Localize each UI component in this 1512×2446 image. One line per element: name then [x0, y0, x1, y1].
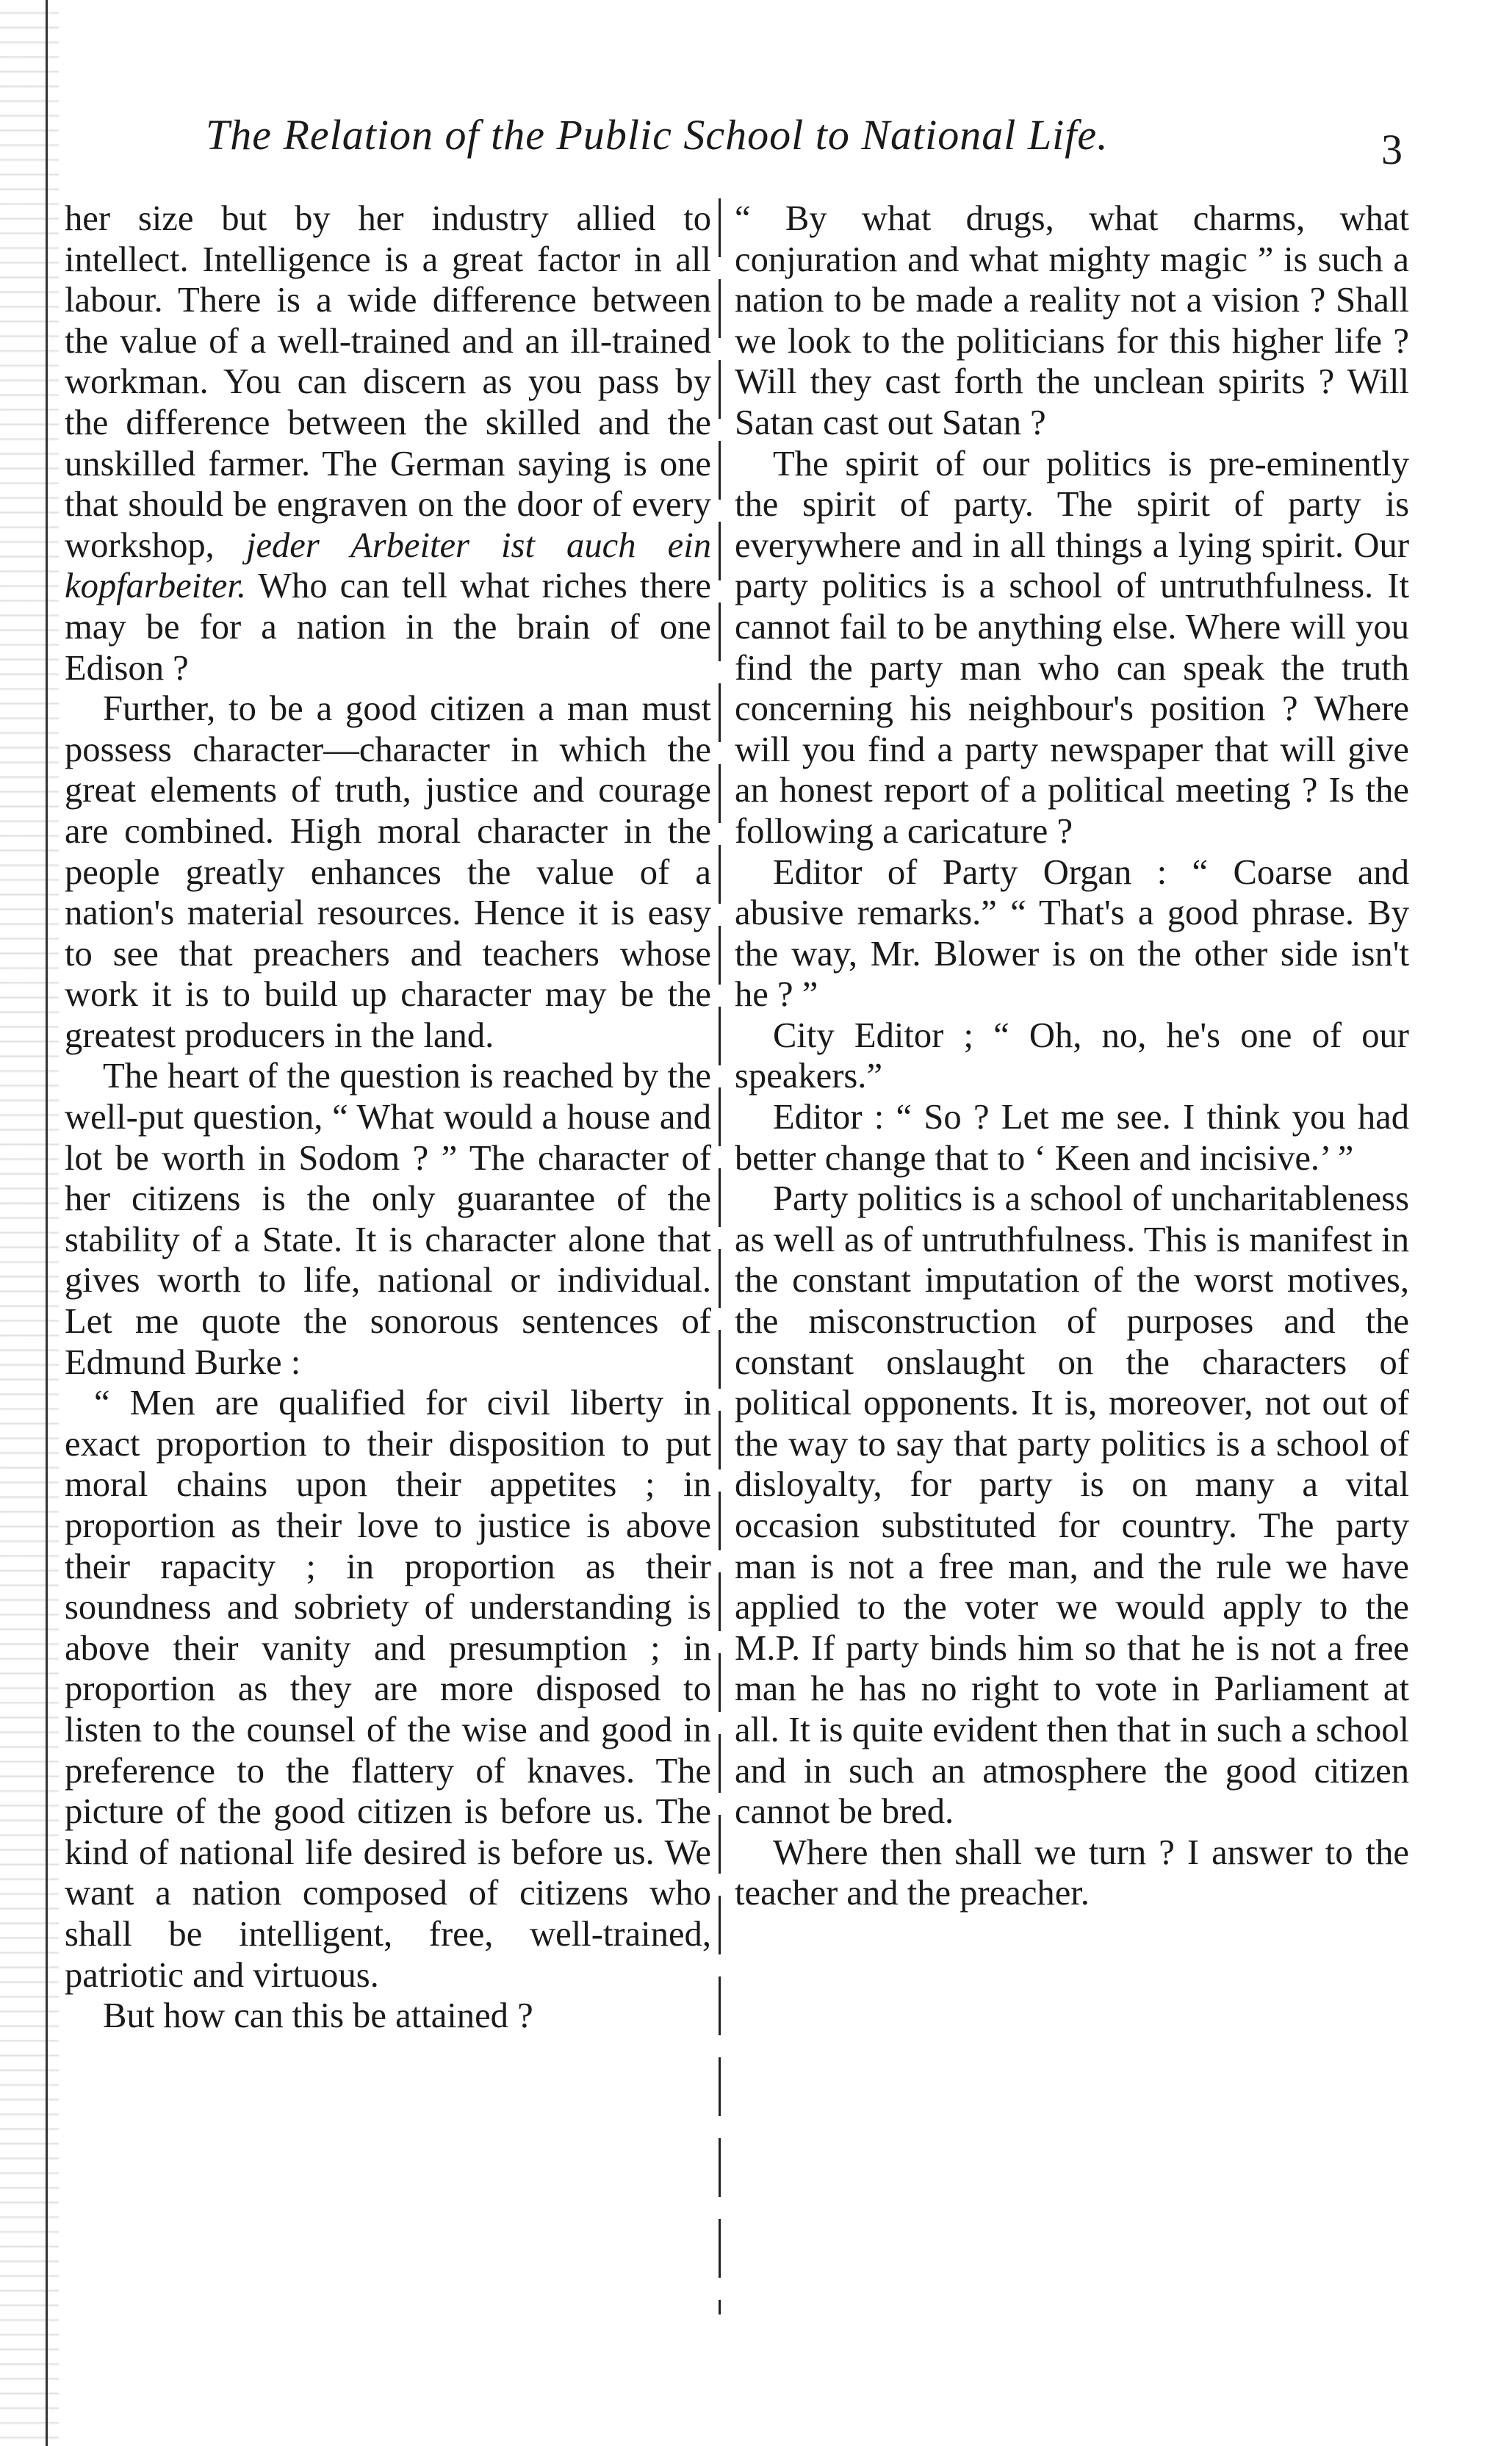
paragraph-text: her size but by her industry allied to intellect. Intelligence is a great factor in all labour. There is a wide difference between the value of a well-trained and an ill-trained workman. You can discern as you pass by the difference between the skilled and the unskilled farmer. The German saying is one that should be engraven on the door of every workshop,	[65, 198, 711, 565]
column-divider	[719, 198, 721, 2314]
paragraph: Party politics is a school of uncharitableness as well as of untruthfulness. This is manifest in the constant imputation of the worst motives, the misconstruction of purposes and the constant onslaught on the characters of political opponents. It is, moreover, not out of the way to say that party politics is a school of disloyalty, for party is on many a vital occasion substituted for country. The party man is not a free man, and the rule we have applied to the voter we would apply to the M.P. If party binds him so that he is not a free man he has no right to vote in Parliament at all. It is quite evident then that in such a school and in such an atmosphere the good citizen cannot be bred.	[735, 1179, 1409, 1832]
binding-edge	[0, 0, 59, 2446]
paragraph: Further, to be a good citizen a man must possess character—character in which the great elements of truth, justice and courage are combined. High moral character in the people greatly enhances the value of a nation's material resources. Hence it is easy to see that preachers and teachers whose work it is to build up character may be the greatest producers in the land.	[65, 688, 711, 1055]
dialogue-line: Editor : “ So ? Let me see. I think you had better change that to ‘ Keen and incisive.’ ”	[735, 1097, 1409, 1178]
paragraph: But how can this be attained ?	[103, 1996, 533, 2036]
running-title: The Relation of the Public School to National Life.	[206, 111, 1109, 159]
german-quote: jeder Arbeiter ist auch ein kopfarbeiter.	[65, 525, 711, 606]
paragraph	[65, 198, 711, 688]
burke-quote: “ Men are qualified for civil liberty in exact proportion to their disposition to put moral chains upon their appetites ; in proportion as their love to justice is above their rapacity ; in proportion as their soundness and sobriety of understanding is above their vanity and presumption ; in proportion as they are more disposed to listen to the counsel of the wise and good in preference to the flattery of knaves. The picture of the good citizen is before us. The kind of national life desired is before us. We want a nation composed of citizens who shall be intelligent, free, well-trained, patriotic and virtuous.	[65, 1383, 711, 1995]
page-number: 3	[1381, 126, 1403, 173]
right-column	[735, 198, 1409, 1914]
binding-rule	[46, 0, 48, 2446]
dialogue-line: Editor of Party Organ : “ Coarse and abusive remarks.” “ That's a good phrase. By the way, Mr. Blower is on the other side isn't he ? ”	[735, 852, 1409, 1015]
paragraph: Where then shall we turn ? I answer to the teacher and the preacher.	[735, 1832, 1409, 1913]
dialogue-line: City Editor ; “ Oh, no, he's one of our speakers.”	[735, 1015, 1409, 1096]
left-column	[65, 198, 711, 2037]
paragraph-text: Who can tell what riches there may be for a nation in the brain of one Edison ?	[65, 566, 711, 688]
paragraph: “ By what drugs, what charms, what conjuration and what mighty magic ” is such a nation to be made a reality not a vision ? Shall we look to the politicians for this higher life ? Will they cast forth the unclean spirits ? Will Satan cast out Satan ?	[735, 198, 1409, 442]
paragraph: The heart of the question is reached by the well-put question, “ What would a house and lot be worth in Sodom ? ” The character of her citizens is the only guarantee of the stability of a State. It is character alone that gives worth to life, national or individual. Let me quote the sonorous sentences of Edmund Burke :	[65, 1056, 711, 1382]
paragraph: The spirit of our politics is pre-eminently the spirit of party. The spirit of party is everywhere and in all things a lying spirit. Our party politics is a school of untruthfulness. It cannot fail to be anything else. Where will you find the party man who can speak the truth concerning his neighbour's position ? Where will you find a party newspaper that will give an honest report of a political meeting ? Is the following a caricature ?	[735, 443, 1409, 851]
